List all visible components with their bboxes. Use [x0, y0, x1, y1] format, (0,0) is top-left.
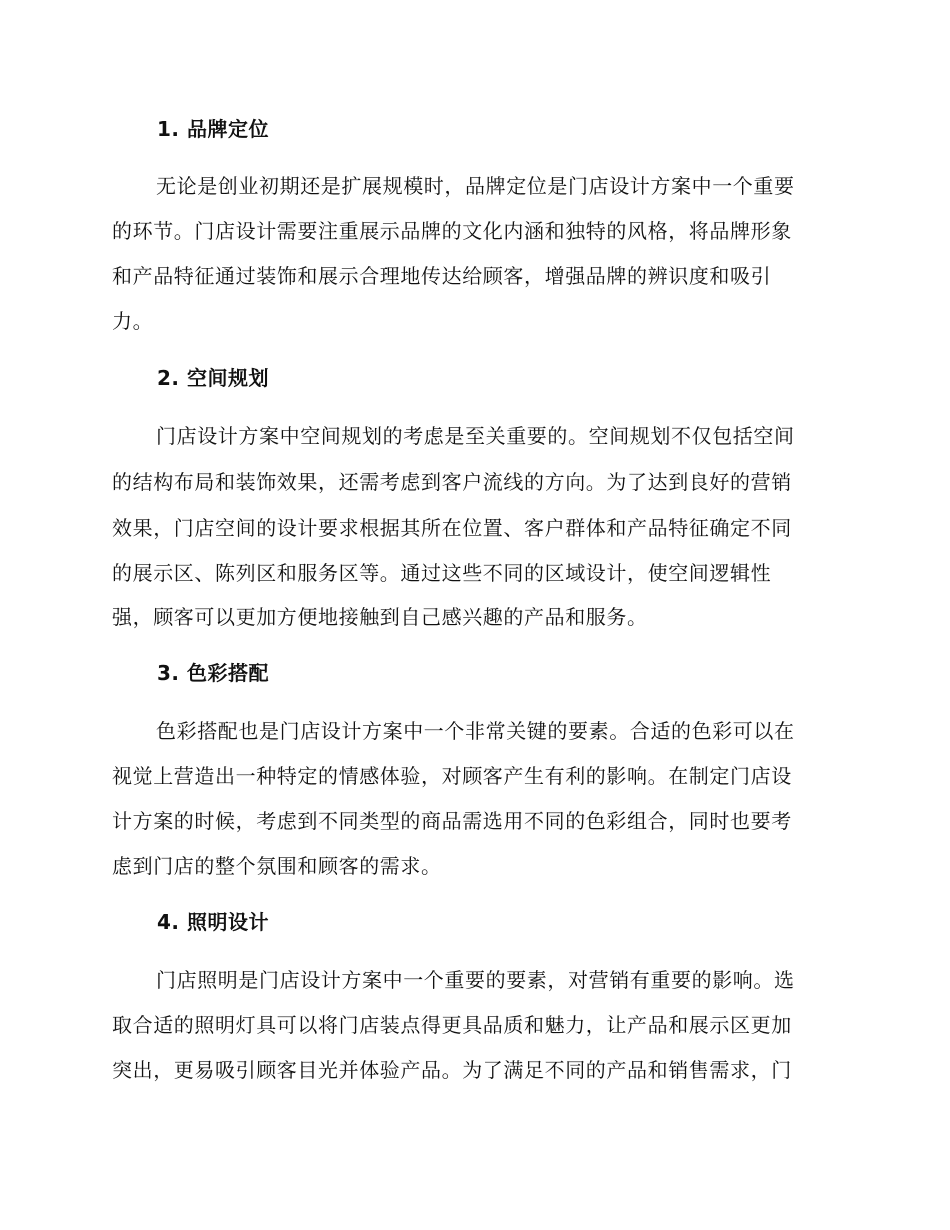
paragraph-line: 门店照明是门店设计方案中一个重要的要素，对营销有重要的影响。选 — [156, 968, 795, 992]
paragraph-line: 无论是创业初期还是扩展规模时，品牌定位是门店设计方案中一个重要 — [156, 174, 795, 198]
paragraph-line: 计方案的时候，考虑到不同类型的商品需选用不同的色彩组合，同时也要考 — [112, 809, 792, 833]
paragraph-line: 和产品特征通过装饰和展示合理地传达给顾客，增强品牌的辨识度和吸引 — [112, 264, 772, 288]
paragraph-line: 突出，更易吸引顾客目光并体验产品。为了满足不同的产品和销售需求，门 — [112, 1058, 792, 1082]
paragraph-line: 取合适的照明灯具可以将门店装点得更具品质和魅力，让产品和展示区更加 — [112, 1013, 792, 1037]
section-heading-color-matching: 3. 色彩搭配 — [157, 661, 269, 685]
paragraph-line: 视觉上营造出一种特定的情感体验，对顾客产生有利的影响。在制定门店设 — [112, 764, 792, 788]
paragraph-line: 门店设计方案中空间规划的考虑是至关重要的。空间规划不仅包括空间 — [156, 424, 795, 448]
section-heading-space-planning: 2. 空间规划 — [157, 366, 269, 390]
paragraph-line: 的环节。门店设计需要注重展示品牌的文化内涵和独特的风格，将品牌形象 — [112, 219, 792, 243]
paragraph-line: 虑到门店的整个氛围和顾客的需求。 — [112, 854, 442, 878]
paragraph-line: 的结构布局和装饰效果，还需考虑到客户流线的方向。为了达到良好的营销 — [112, 470, 792, 494]
paragraph-line: 的展示区、陈列区和服务区等。通过这些不同的区域设计，使空间逻辑性 — [112, 561, 772, 585]
paragraph-line: 色彩搭配也是门店设计方案中一个非常关键的要素。合适的色彩可以在 — [156, 719, 795, 743]
section-heading-lighting-design: 4. 照明设计 — [157, 910, 269, 934]
paragraph-line: 强，顾客可以更加方便地接触到自己感兴趣的产品和服务。 — [112, 605, 648, 629]
paragraph-line: 力。 — [112, 309, 154, 333]
section-heading-brand-positioning: 1. 品牌定位 — [157, 117, 269, 141]
paragraph-line: 效果，门店空间的设计要求根据其所在位置、客户群体和产品特征确定不同 — [112, 516, 792, 540]
